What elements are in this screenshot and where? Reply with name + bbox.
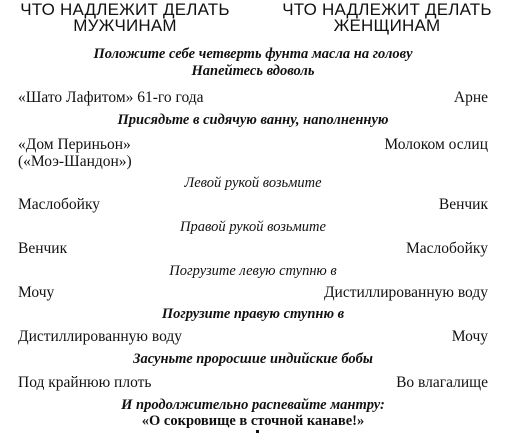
header-men-text: ЧТО НАДЛЕЖИТ ДЕЛАТЬ МУЖЧИНАМ	[20, 0, 230, 35]
header-men	[18, 2, 232, 34]
instruction-line: Погрузите правую ступню в	[161, 306, 345, 322]
men-item: Маслобойку	[18, 196, 101, 213]
page-dot	[256, 430, 259, 433]
women-item: Дистиллированную воду	[323, 284, 488, 301]
instruction-line: Правой рукой возьмите	[180, 219, 326, 235]
pair-row	[18, 328, 488, 345]
instruction-line: Присядьте в сидячую ванну, наполненную	[117, 112, 389, 128]
instruction-line: И продолжительно распевайте мантру:	[121, 397, 385, 413]
women-item: Венчик	[438, 196, 488, 213]
pair-row	[18, 136, 488, 170]
mantra-line: «О сокровище в сточной канаве!»	[141, 413, 365, 429]
men-item: Дистиллированную воду	[18, 328, 183, 345]
men-item: «Дом Периньон» («Моэ-Шандон»)	[18, 136, 132, 170]
header-women	[270, 2, 504, 34]
pair-row	[18, 284, 488, 301]
men-item: «Шато Лафитом» 61-го года	[18, 89, 204, 106]
women-item: Во влагалище	[396, 374, 488, 391]
women-item: Маслобойку	[405, 240, 488, 257]
pair-row	[18, 374, 488, 391]
men-item: Венчик	[18, 240, 68, 257]
women-item: Мочу	[451, 328, 488, 345]
instruction-line: Левой рукой возьмите	[184, 175, 322, 191]
instruction-line: Напейтесь вдоволь	[191, 63, 315, 79]
pair-row	[18, 240, 488, 257]
women-item: Молоком ослиц	[384, 136, 488, 153]
men-item: Мочу	[18, 284, 55, 301]
women-item: Арне	[453, 89, 488, 106]
instruction-line: Засуньте проросшие индийские бобы	[133, 351, 373, 367]
instruction-line: Погрузите левую ступню в	[169, 263, 337, 279]
instruction-line: Положите себе четверть фунта масла на голову	[93, 46, 413, 62]
men-item: Под крайнюю плоть	[18, 374, 152, 391]
header-women-text: ЧТО НАДЛЕЖИТ ДЕЛАТЬ ЖЕНЩИНАМ	[282, 0, 492, 35]
pair-row	[18, 89, 488, 106]
pair-row	[18, 196, 488, 213]
